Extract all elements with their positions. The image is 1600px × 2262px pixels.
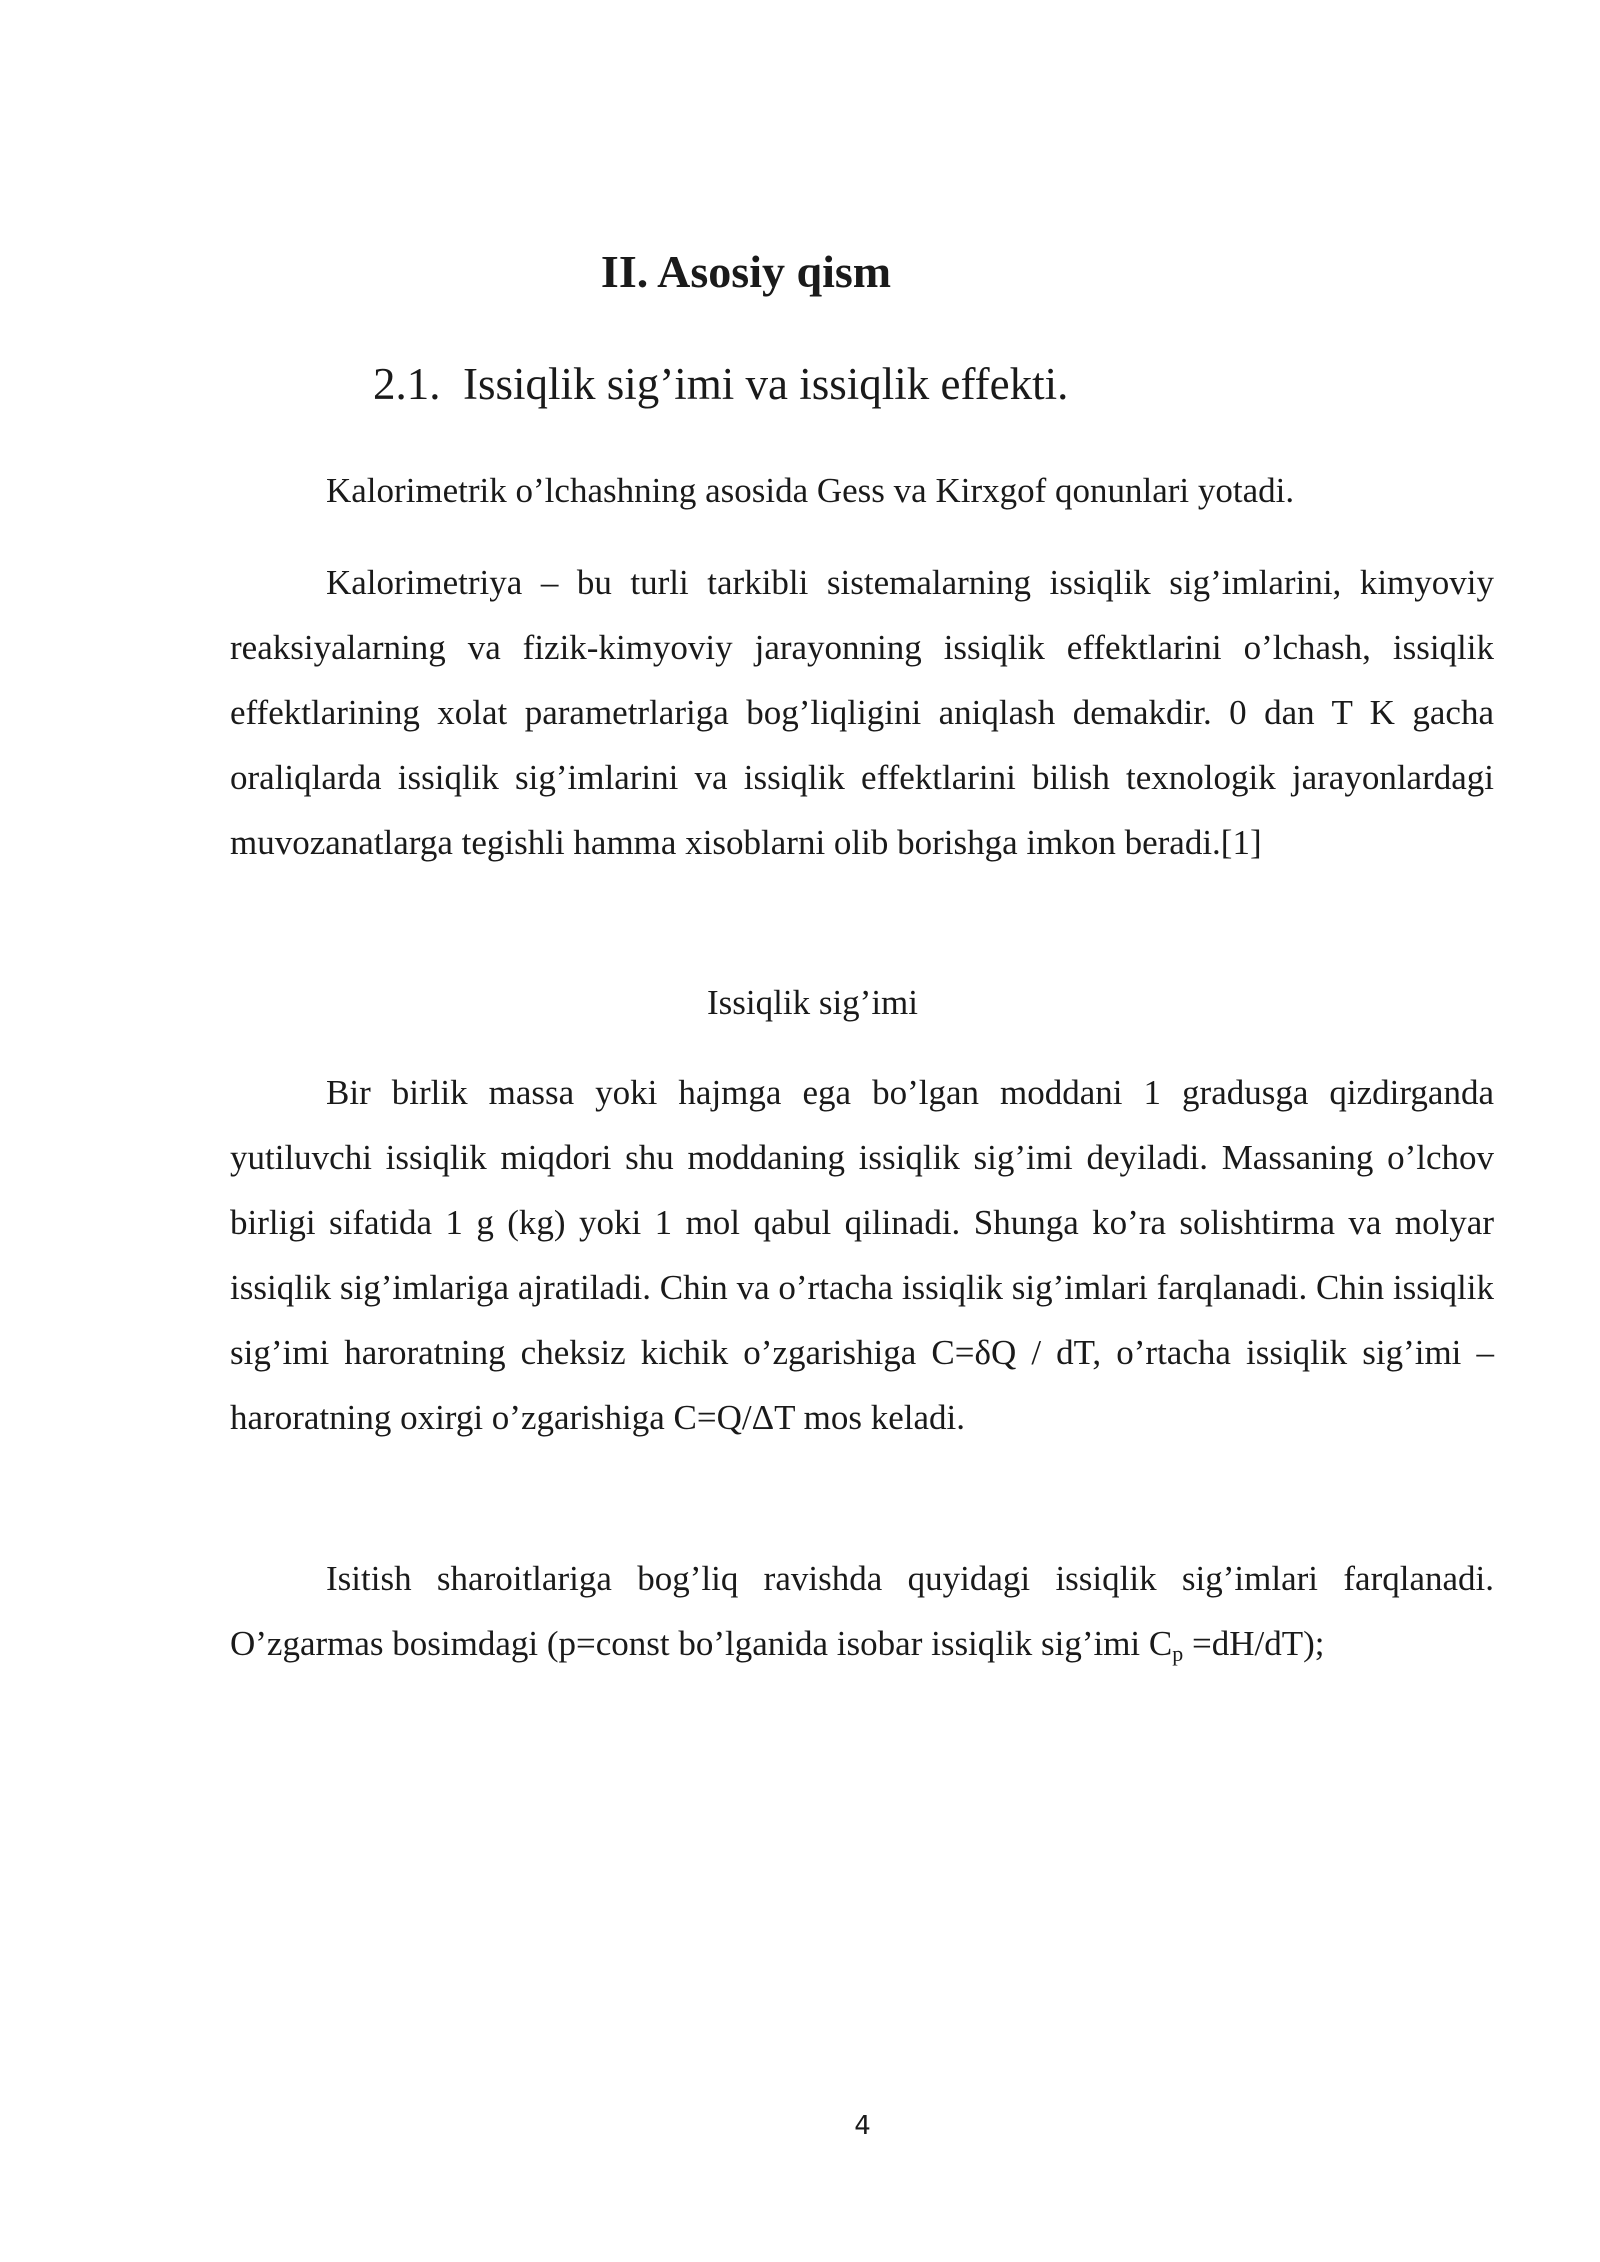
page-number: 4 — [854, 2111, 871, 2141]
subscript-p: p — [1172, 1641, 1184, 1666]
paragraph-calorimetry: Kalorimetriya – bu turli tarkibli sistemalarning issiqlik sig’imlarini, kimyoviy reaksiyalarning va fizik-kimyoviy jarayonning issiqlik effektlarini o’lchash, issiqlik effektlarining xolat parametrlariga bog’liqligini aniqlash demakdir. 0 dan T K gacha oraliqlarda issiqlik sig’imlarini va issiqlik effektlarini bilish texnologik jarayonlardagi muvozanatlarga tegishli hamma xisoblarni olib borishga imkon beradi.[1] — [230, 563, 1494, 862]
paragraph-text-before: Isitish sharoitlariga bog’liq ravishda quyidagi issiqlik sig’imlari farqlanadi. O’zgarmas bosimdagi (p=const bo’lganida isobar issiqlik sig’imi C — [230, 1559, 1494, 1663]
subheading: Issiqlik sig’imi — [707, 983, 918, 1022]
paragraph-intro: Kalorimetrik o’lchashning asosida Gess va Kirxgof qonunlari yotadi. — [326, 471, 1295, 510]
paragraph-heating-conditions — [230, 1546, 1494, 1686]
paragraph-heat-capacity: Bir birlik massa yoki hajmga ega bo’lgan moddani 1 gradusga qizdirganda yutiluvchi issiqlik miqdori shu moddaning issiqlik sig’imi deyiladi. Massaning o’lchov birligi sifatida 1 g (kg) yoki 1 mol qabul qilinadi. Shunga ko’ra solishtirma va molyar issiqlik sig’imlariga ajratiladi. Chin va o’rtacha issiqlik sig’imlari farqlanadi. Chin issiqlik sig’imi haroratning cheksiz kichik o’zgarishiga C=δQ / dT, o’rtacha issiqlik sig’imi –haroratning oxirgi o’zgarishiga C=Q/ΔT mos keladi. — [230, 1073, 1494, 1437]
paragraph-text-after: =dH/dT); — [1183, 1624, 1325, 1663]
chapter-title: II. Asosiy qism — [600, 246, 892, 297]
section-title: 2.1. Issiqlik sig’imi va issiqlik effekti. — [373, 359, 1069, 409]
